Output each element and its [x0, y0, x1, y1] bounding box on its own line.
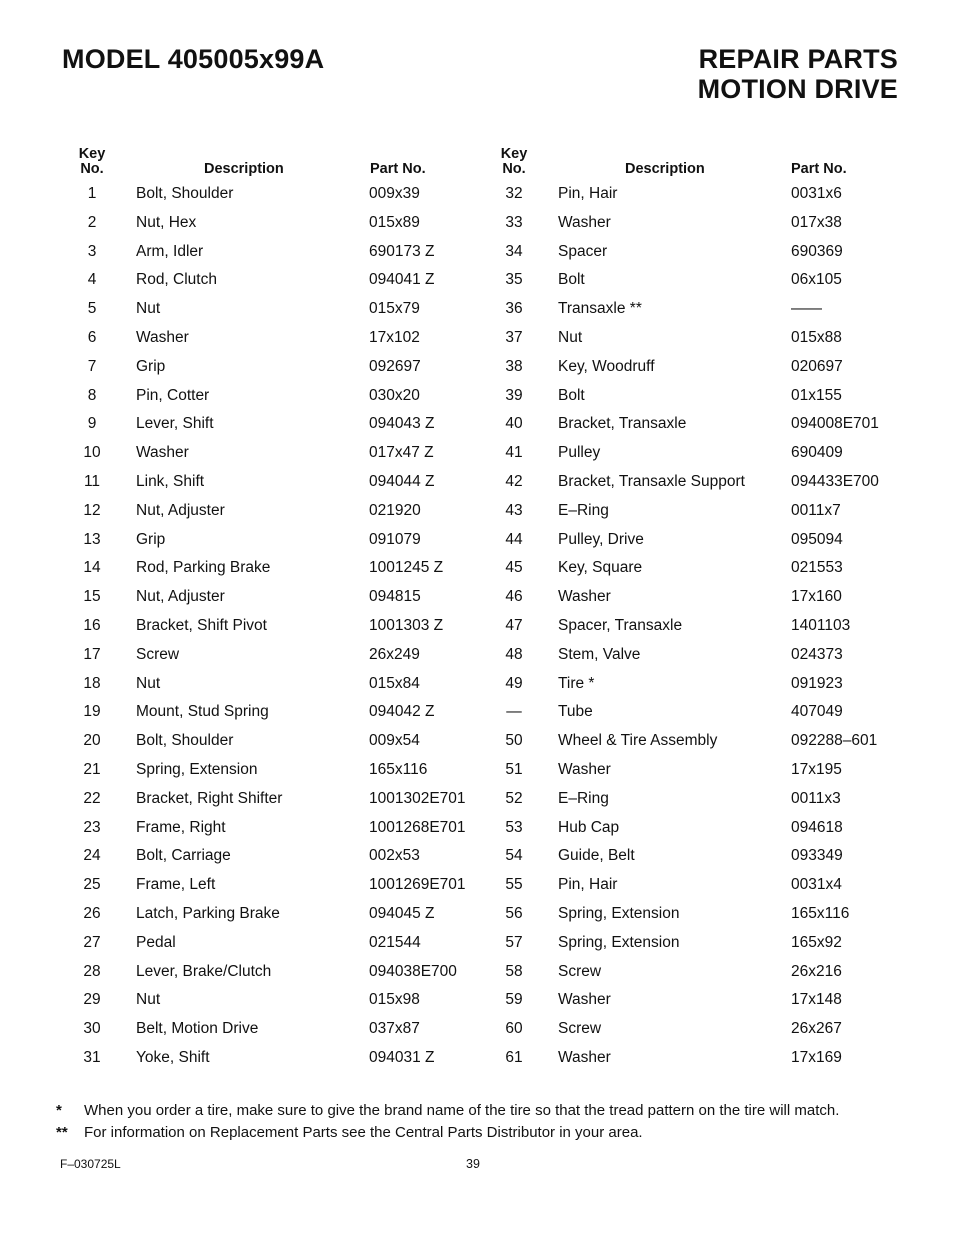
- description-cell: Pedal: [136, 933, 176, 951]
- key-no-cell: 35: [505, 271, 523, 289]
- description-cell: Bracket, Transaxle: [558, 415, 687, 433]
- description-cell: Screw: [558, 962, 602, 980]
- description-cell: Bracket, Shift Pivot: [136, 617, 267, 634]
- key-no-cell: 22: [83, 789, 101, 807]
- part-no-cell: 094038E700: [369, 962, 457, 980]
- description-cell: Bracket, Right Shifter: [136, 789, 283, 807]
- table-row: [0, 645, 954, 665]
- key-no-cell: 59: [505, 991, 523, 1009]
- part-no-cell: 690369: [791, 242, 843, 260]
- key-no-cell: 54: [505, 847, 523, 865]
- footnote-mark: *: [56, 1102, 62, 1119]
- description-cell: Screw: [558, 1020, 602, 1038]
- footer-code: F–030725L: [60, 1157, 121, 1171]
- key-no-cell: 44: [505, 530, 523, 548]
- description-cell: Nut, Hex: [136, 213, 197, 231]
- table-row: [0, 1019, 954, 1039]
- key-no-cell: 7: [87, 357, 97, 375]
- description-cell: Pulley, Drive: [558, 530, 644, 548]
- table-row: [0, 270, 954, 290]
- description-cell: Grip: [136, 357, 166, 375]
- table-row: [0, 962, 954, 982]
- part-no-cell: 015x88: [791, 329, 842, 346]
- description-cell: Tire *: [558, 674, 595, 692]
- table-row: [0, 530, 954, 550]
- part-no-cell: 091079: [369, 530, 421, 548]
- part-no-cell: 024373: [791, 645, 843, 663]
- description-cell: Arm, Idler: [136, 242, 204, 260]
- table-row: [0, 213, 954, 233]
- footnote-text: When you order a tire, make sure to give the brand name of the tire so that the tread pattern on the tire will match.: [84, 1102, 840, 1119]
- key-no-cell: 33: [505, 213, 523, 231]
- key-no-cell: 18: [83, 674, 101, 692]
- part-no-cell: 020697: [791, 357, 843, 375]
- key-no-cell: 37: [505, 329, 523, 346]
- key-no-cell: 52: [505, 789, 523, 807]
- key-no-cell: 24: [83, 847, 101, 865]
- part-no-cell: 094043 Z: [369, 415, 435, 433]
- part-no-cell: 009x54: [369, 732, 420, 750]
- part-no-cell: 17x160: [791, 588, 842, 606]
- description-cell: Bolt, Shoulder: [136, 185, 234, 202]
- key-no-cell: 15: [83, 588, 101, 606]
- table-row: [0, 731, 954, 751]
- description-cell: Key, Woodruff: [558, 357, 655, 375]
- description-cell: Washer: [136, 444, 189, 462]
- part-no-cell: 1001302E701: [369, 789, 466, 807]
- key-no-cell: 55: [505, 876, 523, 894]
- key-no-cell: 29: [83, 991, 101, 1009]
- table-row: [0, 846, 954, 866]
- key-no-cell: 2: [87, 213, 97, 231]
- description-cell: Washer: [558, 991, 611, 1009]
- description-cell: Washer: [558, 1049, 611, 1066]
- part-no-cell: ——: [791, 300, 822, 318]
- table-row: [0, 875, 954, 895]
- part-no-cell: 017x38: [791, 213, 842, 231]
- description-cell: Frame, Right: [136, 818, 226, 836]
- key-no-cell: 43: [505, 501, 523, 519]
- description-cell: Lever, Brake/Clutch: [136, 962, 272, 980]
- table-row: [0, 990, 954, 1010]
- key-no-cell: —: [506, 703, 522, 721]
- part-no-cell: 0031x6: [791, 185, 842, 202]
- part-no-cell: 0011x7: [791, 501, 841, 519]
- description-cell: Grip: [136, 530, 166, 548]
- key-no-cell: 61: [505, 1049, 523, 1066]
- table-row: [0, 328, 954, 348]
- part-no-cell: 092697: [369, 357, 421, 375]
- part-no-cell: 015x89: [369, 213, 420, 231]
- description-cell: Pin, Hair: [558, 185, 618, 202]
- key-header-line1: Key: [500, 146, 528, 162]
- key-no-cell: 5: [87, 300, 97, 318]
- part-no-cell: 094815: [369, 588, 421, 606]
- table-row: [0, 184, 954, 204]
- table-row: [0, 587, 954, 607]
- description-cell: Spacer: [558, 242, 608, 260]
- description-cell: Nut: [136, 300, 161, 318]
- key-no-cell: 3: [87, 242, 97, 260]
- part-no-cell: 0031x4: [791, 876, 842, 894]
- key-no-cell: 49: [505, 674, 523, 692]
- model-title: MODEL 405005x99A: [62, 44, 325, 74]
- part-no-cell: 26x267: [791, 1020, 842, 1038]
- key-no-cell: 6: [87, 329, 97, 346]
- description-cell: Nut: [136, 674, 161, 692]
- key-no-cell: 48: [505, 645, 523, 663]
- key-no-cell: 40: [505, 415, 523, 433]
- description-cell: Bolt, Carriage: [136, 847, 231, 865]
- key-header-line2: No.: [80, 161, 104, 177]
- table-row: [0, 386, 954, 406]
- description-cell: Guide, Belt: [558, 847, 635, 865]
- key-no-cell: 26: [83, 905, 101, 922]
- part-no-cell: 26x216: [791, 962, 842, 980]
- part-no-cell: 015x79: [369, 300, 420, 318]
- key-header-line1: Key: [78, 146, 106, 162]
- part-no-cell: 017x47 Z: [369, 444, 434, 462]
- description-cell: Stem, Valve: [558, 645, 641, 663]
- part-no-cell: 165x116: [369, 761, 428, 778]
- footnote-text: For information on Replacement Parts see the Central Parts Distributor in your area.: [84, 1124, 643, 1141]
- description-cell: Yoke, Shift: [136, 1049, 210, 1066]
- part-no-cell: 094433E700: [791, 473, 879, 490]
- key-no-cell: 57: [505, 933, 523, 951]
- description-cell: Hub Cap: [558, 818, 620, 836]
- key-no-cell: 14: [83, 559, 101, 577]
- part-no-cell: 1001269E701: [369, 876, 466, 894]
- key-no-cell: 51: [505, 761, 523, 778]
- part-no-cell: 021553: [791, 559, 843, 577]
- description-cell: Nut: [558, 329, 583, 346]
- table-row: [0, 789, 954, 809]
- key-no-cell: 23: [83, 818, 101, 836]
- part-no-cell: 17x102: [369, 329, 420, 346]
- key-no-cell: 58: [505, 962, 523, 980]
- description-cell: Frame, Left: [136, 876, 216, 894]
- key-no-cell: 30: [83, 1020, 101, 1038]
- table-row: [0, 501, 954, 521]
- description-cell: Bolt: [558, 386, 585, 404]
- part-no-cell: 015x98: [369, 991, 420, 1009]
- part-no-cell: 021544: [369, 933, 421, 951]
- description-cell: Spacer, Transaxle: [558, 617, 683, 634]
- description-cell: Tube: [558, 703, 593, 721]
- key-no-cell: 36: [505, 300, 523, 318]
- part-no-cell: 037x87: [369, 1020, 420, 1038]
- part-no-cell: 165x116: [791, 905, 850, 922]
- part-no-cell: 093349: [791, 847, 843, 865]
- description-cell: Nut: [136, 991, 161, 1009]
- part-no-cell: 1001303 Z: [369, 617, 444, 634]
- part-no-cell: 095094: [791, 530, 843, 548]
- description-cell: Washer: [558, 761, 611, 778]
- description-cell: Spring, Extension: [558, 905, 680, 922]
- description-cell: Washer: [136, 329, 189, 346]
- part-no-cell: 030x20: [369, 386, 420, 404]
- table-row: [0, 702, 954, 722]
- key-no-cell: 32: [505, 185, 523, 202]
- table-row: [0, 933, 954, 953]
- description-cell: Mount, Stud Spring: [136, 703, 269, 721]
- key-no-cell: 13: [83, 530, 101, 548]
- table-row: [0, 443, 954, 463]
- part-no-cell: 0011x3: [791, 789, 841, 807]
- table-row: [0, 904, 954, 924]
- key-no-cell: 53: [505, 818, 523, 836]
- part-no-cell: 165x92: [791, 933, 842, 951]
- section-title-line1: REPAIR PARTS: [698, 44, 898, 74]
- part-no-cell: 17x169: [791, 1049, 842, 1066]
- part-no-cell: 009x39: [369, 185, 420, 202]
- key-header-line2: No.: [502, 161, 526, 177]
- table-row: [0, 760, 954, 780]
- part-no-cell: 094618: [791, 818, 843, 836]
- left-description-header: Description: [204, 161, 284, 177]
- key-no-cell: 39: [505, 386, 523, 404]
- key-no-cell: 16: [83, 617, 101, 634]
- page-number: 39: [466, 1157, 480, 1171]
- description-cell: Washer: [558, 213, 611, 231]
- key-no-cell: 27: [83, 933, 101, 951]
- table-row: [0, 242, 954, 262]
- description-cell: Nut, Adjuster: [136, 501, 225, 519]
- table-row: [0, 299, 954, 319]
- description-cell: Belt, Motion Drive: [136, 1020, 259, 1038]
- description-cell: Bolt: [558, 271, 585, 289]
- description-cell: E–Ring: [558, 501, 609, 519]
- description-cell: Bolt, Shoulder: [136, 732, 234, 750]
- key-no-cell: 60: [505, 1020, 523, 1038]
- part-no-cell: 021920: [369, 501, 421, 519]
- table-row: [0, 674, 954, 694]
- key-no-cell: 31: [83, 1049, 101, 1066]
- description-cell: Washer: [558, 588, 611, 606]
- key-no-cell: 21: [83, 761, 101, 778]
- key-no-cell: 46: [505, 588, 523, 606]
- key-no-cell: 19: [83, 703, 101, 721]
- right-part-no-header: Part No.: [791, 161, 847, 177]
- part-no-cell: 17x148: [791, 991, 842, 1009]
- right-description-header: Description: [625, 161, 705, 177]
- right-key-no-header: [494, 147, 534, 177]
- table-row: [0, 357, 954, 377]
- description-cell: Pin, Hair: [558, 876, 618, 894]
- key-no-cell: 10: [83, 444, 101, 462]
- description-cell: Rod, Clutch: [136, 271, 217, 289]
- key-no-cell: 25: [83, 876, 101, 894]
- part-no-cell: 407049: [791, 703, 843, 721]
- part-no-cell: 690173 Z: [369, 242, 435, 260]
- description-cell: Link, Shift: [136, 473, 205, 490]
- part-no-cell: 094041 Z: [369, 271, 435, 289]
- description-cell: Pulley: [558, 444, 601, 462]
- key-no-cell: 34: [505, 242, 523, 260]
- description-cell: Wheel & Tire Assembly: [558, 732, 718, 750]
- part-no-cell: 094031 Z: [369, 1049, 435, 1066]
- key-no-cell: 47: [505, 617, 523, 634]
- left-key-no-header: [72, 147, 112, 177]
- description-cell: Pin, Cotter: [136, 386, 210, 404]
- description-cell: Transaxle **: [558, 300, 642, 318]
- description-cell: Rod, Parking Brake: [136, 559, 271, 577]
- part-no-cell: 094042 Z: [369, 703, 435, 721]
- part-no-cell: 091923: [791, 674, 843, 692]
- description-cell: Lever, Shift: [136, 415, 214, 433]
- description-cell: Spring, Extension: [558, 933, 680, 951]
- description-cell: Bracket, Transaxle Support: [558, 473, 745, 490]
- key-no-cell: 45: [505, 559, 523, 577]
- key-no-cell: 11: [83, 473, 101, 490]
- table-row: [0, 414, 954, 434]
- part-no-cell: 092288–601: [791, 732, 878, 750]
- key-no-cell: 8: [87, 386, 97, 404]
- part-no-cell: 002x53: [369, 847, 420, 865]
- key-no-cell: 56: [505, 905, 523, 922]
- part-no-cell: 015x84: [369, 674, 420, 692]
- key-no-cell: 38: [505, 357, 523, 375]
- key-no-cell: 20: [83, 732, 101, 750]
- part-no-cell: 094045 Z: [369, 905, 435, 922]
- part-no-cell: 06x105: [791, 271, 842, 289]
- key-no-cell: 4: [87, 271, 97, 289]
- key-no-cell: 50: [505, 732, 523, 750]
- description-cell: Latch, Parking Brake: [136, 905, 280, 922]
- section-title: [698, 44, 898, 104]
- part-no-cell: 094008E701: [791, 415, 879, 433]
- key-no-cell: 1: [87, 185, 97, 202]
- key-no-cell: 41: [505, 444, 523, 462]
- table-row: [0, 818, 954, 838]
- section-title-line2: MOTION DRIVE: [697, 74, 898, 104]
- key-no-cell: 28: [83, 962, 101, 980]
- description-cell: E–Ring: [558, 789, 609, 807]
- part-no-cell: 690409: [791, 444, 843, 462]
- left-part-no-header: Part No.: [370, 161, 426, 177]
- table-row: [0, 558, 954, 578]
- description-cell: Key, Square: [558, 559, 643, 577]
- part-no-cell: 094044 Z: [369, 473, 435, 490]
- key-no-cell: 12: [83, 501, 101, 519]
- part-no-cell: 17x195: [791, 761, 842, 778]
- key-no-cell: 17: [83, 645, 101, 663]
- description-cell: Nut, Adjuster: [136, 588, 225, 606]
- part-no-cell: 1001245 Z: [369, 559, 444, 577]
- part-no-cell: 1401103: [791, 617, 851, 634]
- table-row: [0, 472, 954, 492]
- footnote-mark: **: [56, 1124, 68, 1141]
- part-no-cell: 26x249: [369, 645, 420, 663]
- description-cell: Screw: [136, 645, 180, 663]
- key-no-cell: 42: [505, 473, 523, 490]
- part-no-cell: 01x155: [791, 386, 842, 404]
- part-no-cell: 1001268E701: [369, 818, 466, 836]
- key-no-cell: 9: [87, 415, 97, 433]
- table-row: [0, 1048, 954, 1068]
- table-row: [0, 616, 954, 636]
- description-cell: Spring, Extension: [136, 761, 258, 778]
